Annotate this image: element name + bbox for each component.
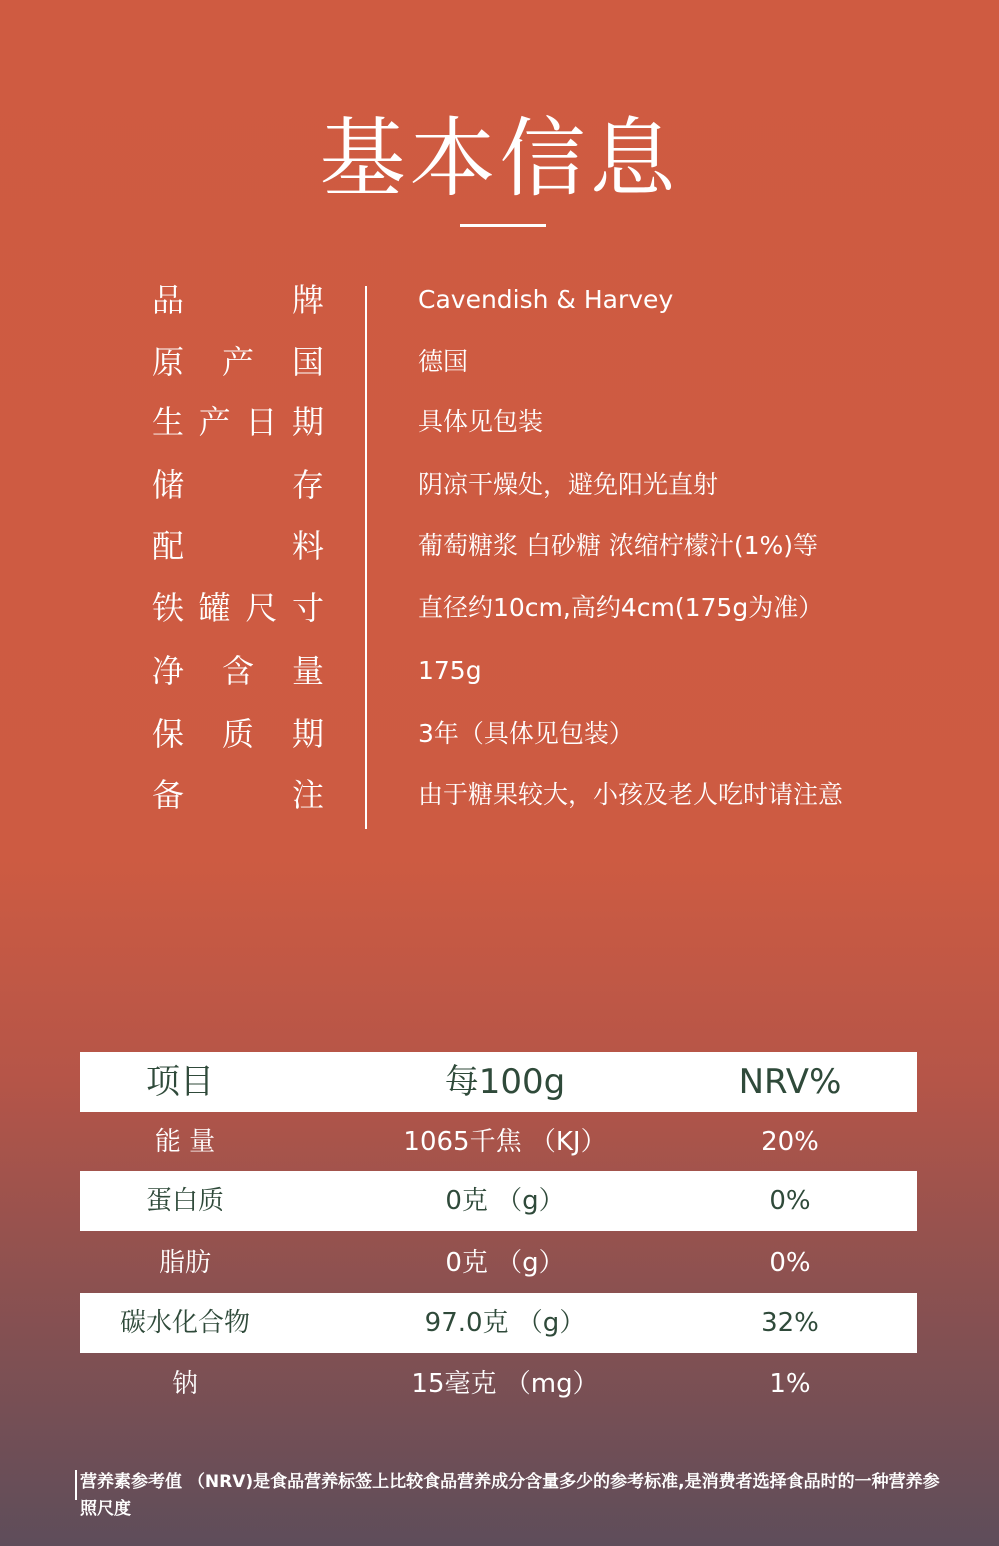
- info-row-production-date: [0, 398, 999, 446]
- info-label: 净含量: [152, 652, 324, 690]
- nutrient-nrv: 0%: [769, 1186, 811, 1216]
- info-label: 生产日期: [152, 403, 324, 441]
- nutrient-amount: 15毫克 （mg）: [411, 1369, 599, 1399]
- header-item: 项目: [146, 1062, 214, 1102]
- info-row-ingredients: [0, 522, 999, 570]
- info-row-notes: [0, 771, 999, 819]
- nutrient-name: 蛋白质: [145, 1186, 224, 1216]
- info-label: 保质期: [152, 715, 324, 753]
- header-nrv: NRV%: [738, 1062, 842, 1102]
- table-row: [80, 1293, 917, 1353]
- table-row: [80, 1171, 917, 1231]
- nutrient-name: 脂肪: [158, 1248, 211, 1278]
- info-value: 直径约10cm,高约4cm(175g为准）: [418, 593, 824, 622]
- nutrient-name: 钠: [171, 1369, 198, 1399]
- info-row-origin: [0, 338, 999, 386]
- nutrient-nrv: 20%: [761, 1127, 819, 1157]
- info-value: 175g: [418, 656, 482, 685]
- info-label: 配料: [152, 527, 324, 565]
- nrv-footnote: 营养素参考值 （NRV)是食品营养标签上比较食品营养成分含量多少的参考标准,是消费者选择食品时的一种营养参照尺度: [80, 1472, 940, 1519]
- nutrient-amount: 0克 （g）: [445, 1186, 565, 1216]
- nutrition-table-header: [80, 1052, 917, 1112]
- table-row: [80, 1354, 917, 1414]
- table-row: [80, 1233, 917, 1293]
- footnote-bar: [75, 1470, 77, 1500]
- info-row-net-weight: [0, 647, 999, 695]
- nutrient-nrv: 0%: [769, 1248, 811, 1278]
- info-value: 由于糖果较大，小孩及老人吃时请注意: [418, 780, 844, 809]
- nutrient-name: 能 量: [154, 1127, 216, 1157]
- info-row-brand: [0, 276, 999, 324]
- info-label: 储存: [152, 466, 324, 504]
- info-label: 原产国: [152, 343, 324, 381]
- info-value: 3年（具体见包装）: [418, 719, 634, 748]
- info-row-shelf-life: [0, 710, 999, 758]
- page-title: 基本信息: [319, 109, 680, 209]
- nutrient-amount: 97.0克 （g）: [424, 1308, 586, 1338]
- info-value: 葡萄糖浆 白砂糖 浓缩柠檬汁(1%)等: [418, 531, 819, 560]
- info-row-storage: [0, 461, 999, 509]
- nutrient-nrv: 32%: [761, 1308, 819, 1338]
- nutrient-nrv: 1%: [769, 1369, 811, 1399]
- info-value: 阴凉干燥处，避免阳光直射: [418, 470, 719, 499]
- nutrient-amount: 1065千焦 （KJ）: [403, 1127, 607, 1157]
- table-row: [80, 1112, 917, 1172]
- nutrient-name: 碳水化合物: [119, 1308, 250, 1338]
- info-value: 德国: [418, 347, 469, 376]
- info-row-tin-size: [0, 584, 999, 632]
- nutrient-amount: 0克 （g）: [445, 1248, 565, 1278]
- info-value: 具体见包装: [418, 407, 544, 436]
- title-underline: [460, 224, 546, 227]
- info-value: Cavendish & Harvey: [418, 285, 674, 314]
- header-per100g: 每100g: [444, 1062, 566, 1102]
- info-label: 品牌: [152, 281, 324, 319]
- info-label: 备注: [152, 776, 324, 814]
- info-label: 铁罐尺寸: [152, 589, 324, 627]
